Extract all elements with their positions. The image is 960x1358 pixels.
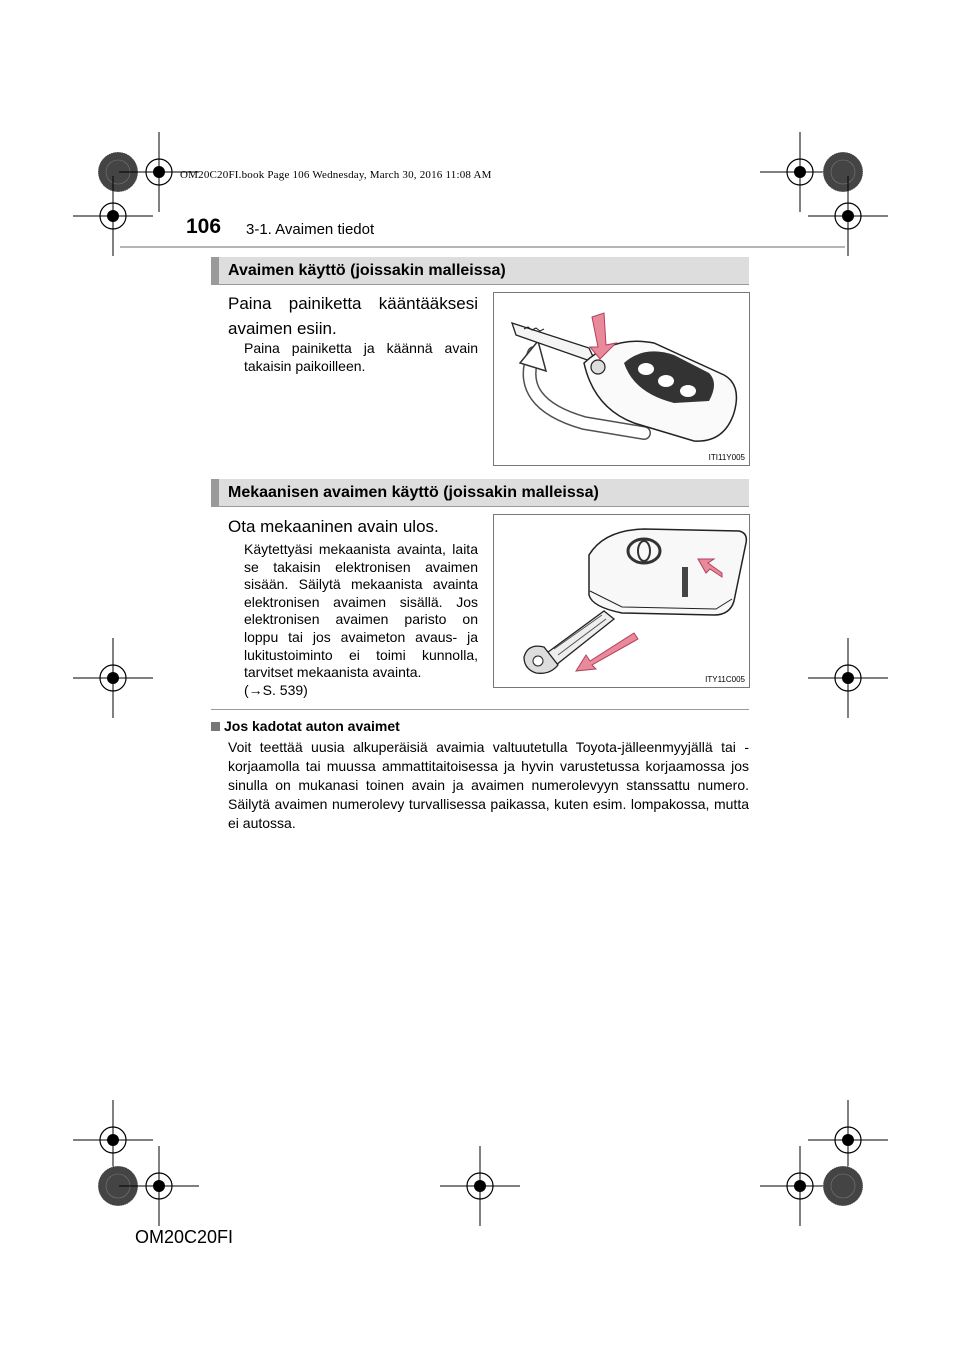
print-header: OM20C20FI.book Page 106 Wednesday, March 30, 2016 11:08 AM — [180, 169, 492, 181]
step-text: Paina painiketta kääntääksesi avaimen esiin. — [228, 294, 478, 338]
flip-key-illustration — [494, 293, 749, 465]
section-title: Avaimen käyttö (joissakin malleissa) — [228, 262, 506, 279]
mechanical-key-figure — [493, 514, 750, 688]
square-bullet-icon — [211, 722, 220, 731]
chapter-title: 3-1. Avaimen tiedot — [246, 221, 375, 238]
registration-mark-icon — [440, 1146, 520, 1226]
step-text: Ota mekaaninen avain ulos. — [228, 517, 439, 536]
figure-code: ITY11C005 — [705, 675, 745, 684]
section-heading — [211, 257, 749, 285]
detail-text: Käytettyäsi mekaanista avainta, laita se takaisin elektronisen avaimen sisään. Säilytä mekaanista avainta elektronisen avaimen sisällä. Jos elektronisen avaimen paristo on loppu tai jos avaimeton avaus- ja lukitustoiminto ei toimi kunnolla, tarvitset mekaanista avainta. — [244, 541, 478, 681]
registration-mark-icon — [73, 638, 153, 718]
header-rule — [120, 246, 845, 248]
mechanical-key-illustration — [494, 515, 749, 687]
registration-mark-icon — [808, 638, 888, 718]
page-number: 106 — [186, 215, 222, 238]
step-detail — [244, 541, 478, 699]
flip-key-figure — [493, 292, 750, 466]
registration-mark-icon — [73, 176, 153, 256]
registration-mark-icon — [119, 1146, 199, 1226]
note-title — [211, 718, 400, 734]
registration-mark-icon — [808, 176, 888, 256]
step-detail: Paina painiketta ja käännä avain takaisin paikoilleen. — [244, 340, 478, 374]
footer-code: OM20C20FI — [135, 1227, 234, 1247]
figure-code: ITI11Y005 — [708, 453, 745, 462]
section-heading — [211, 479, 749, 507]
sun-mark-icon — [823, 152, 863, 192]
note-body: Voit teettää uusia alkuperäisiä avaimia valtuutetulla Toyota-jälleenmyyjällä tai -korjaamolla tai muussa ammattitaitoisessa ja hyvin varustetussa korjaamossa jos sinulla on mukanasi toinen avain ja avaimen numerolevyyn stanssattu numero. Säilytä avaimen numerolevy turvallisessa paikassa, kuten esim. lompakossa, mutta ei autossa. — [228, 739, 749, 831]
note-title-text: Jos kadotat auton avaimet — [224, 718, 400, 734]
sun-mark-icon — [823, 1166, 863, 1206]
section-divider — [211, 709, 749, 710]
page-reference[interactable]: (→S. 539) — [244, 681, 308, 698]
section-title: Mekaanisen avaimen käyttö (joissakin malleissa) — [228, 484, 599, 501]
